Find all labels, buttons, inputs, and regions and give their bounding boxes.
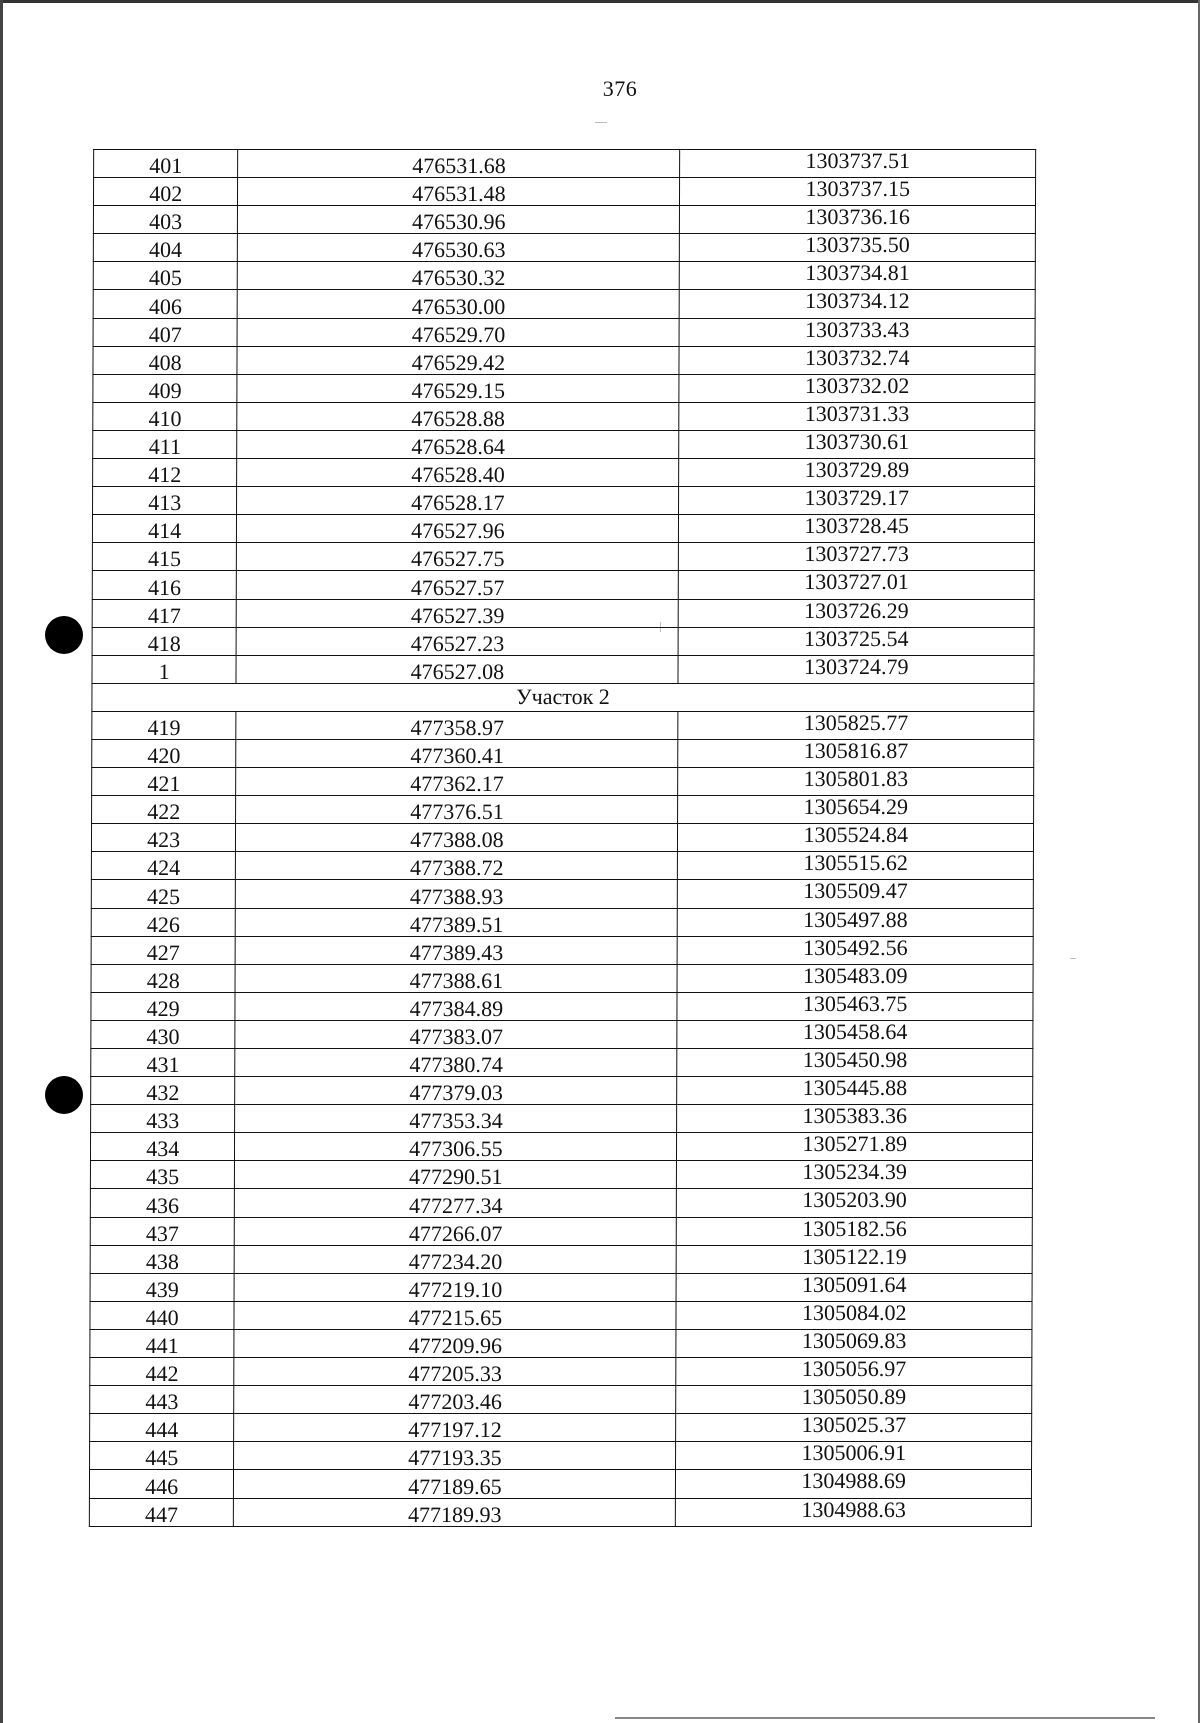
table-row <box>91 1105 1033 1133</box>
point-number-cell: 409 <box>93 374 237 402</box>
point-number-cell: 415 <box>92 543 236 571</box>
y-coordinate-cell: 1305050.89 <box>676 1386 1032 1414</box>
table-row <box>92 515 1034 543</box>
point-number-cell: 430 <box>91 1020 235 1048</box>
table-row <box>93 346 1035 374</box>
y-coordinate-cell: 1305122.19 <box>677 1245 1033 1273</box>
x-coordinate-cell: 477384.89 <box>235 992 677 1020</box>
table-row <box>91 1049 1033 1077</box>
table-row <box>90 1217 1032 1245</box>
y-coordinate-cell: 1305816.87 <box>678 739 1034 767</box>
point-number-cell: 411 <box>93 430 237 458</box>
y-coordinate-cell: 1305069.83 <box>676 1329 1032 1357</box>
point-number-cell: 435 <box>90 1161 234 1189</box>
y-coordinate-cell: 1305458.64 <box>677 1020 1033 1048</box>
scan-speck <box>1070 958 1076 959</box>
x-coordinate-cell: 476527.57 <box>237 571 679 599</box>
point-number-cell: 1 <box>92 655 236 683</box>
table-row <box>90 1301 1032 1329</box>
y-coordinate-cell: 1303727.73 <box>679 543 1035 571</box>
scan-border-bottom <box>615 1717 1155 1719</box>
point-number-cell: 403 <box>93 206 237 234</box>
table-row <box>90 1386 1032 1414</box>
table-row <box>90 1245 1032 1273</box>
table-row <box>91 1020 1033 1048</box>
table-row <box>92 627 1034 655</box>
x-coordinate-cell: 476527.96 <box>237 515 679 543</box>
table-row <box>92 599 1034 627</box>
scan-border-left <box>0 0 3 1723</box>
point-number-cell: 404 <box>93 234 237 262</box>
point-number-cell: 414 <box>92 515 236 543</box>
point-number-cell: 418 <box>92 627 236 655</box>
y-coordinate-cell: 1305801.83 <box>678 768 1034 796</box>
point-number-cell: 443 <box>90 1386 234 1414</box>
table-row <box>93 487 1035 515</box>
y-coordinate-cell: 1305654.29 <box>678 796 1034 824</box>
section-header-row <box>92 683 1034 711</box>
x-coordinate-cell: 476531.48 <box>238 178 680 206</box>
x-coordinate-cell: 477388.93 <box>236 880 678 908</box>
x-coordinate-cell: 476528.17 <box>237 487 679 515</box>
x-coordinate-cell: 477383.07 <box>235 1020 677 1048</box>
y-coordinate-cell: 1305515.62 <box>678 852 1034 880</box>
point-number-cell: 445 <box>90 1442 234 1470</box>
point-number-cell: 420 <box>92 739 236 767</box>
table-row <box>93 178 1035 206</box>
table-section-2 <box>89 711 1034 1526</box>
x-coordinate-cell: 477209.96 <box>234 1329 676 1357</box>
x-coordinate-cell: 477353.34 <box>235 1105 677 1133</box>
x-coordinate-cell: 477219.10 <box>234 1273 676 1301</box>
table-row <box>92 543 1034 571</box>
x-coordinate-cell: 476531.68 <box>238 150 680 178</box>
x-coordinate-cell: 476530.63 <box>238 234 680 262</box>
table-row <box>90 1273 1032 1301</box>
table-row <box>92 655 1034 683</box>
x-coordinate-cell: 477360.41 <box>236 739 678 767</box>
y-coordinate-cell: 1305450.98 <box>677 1049 1033 1077</box>
table-row <box>89 1470 1031 1498</box>
point-number-cell: 408 <box>93 346 237 374</box>
point-number-cell: 427 <box>91 936 235 964</box>
y-coordinate-cell: 1303728.45 <box>679 515 1035 543</box>
y-coordinate-cell: 1305463.75 <box>677 992 1033 1020</box>
table-row <box>91 824 1033 852</box>
x-coordinate-cell: 476527.75 <box>237 543 679 571</box>
x-coordinate-cell: 476529.15 <box>237 374 679 402</box>
point-number-cell: 428 <box>91 964 235 992</box>
point-number-cell: 413 <box>93 487 237 515</box>
coordinates-table <box>89 149 1036 1527</box>
table-row <box>93 459 1035 487</box>
y-coordinate-cell: 1305006.91 <box>676 1442 1032 1470</box>
table-row <box>90 1358 1032 1386</box>
y-coordinate-cell: 1305509.47 <box>678 880 1034 908</box>
x-coordinate-cell: 477266.07 <box>235 1217 677 1245</box>
point-number-cell: 405 <box>93 262 237 290</box>
table-row <box>91 992 1033 1020</box>
point-number-cell: 446 <box>89 1470 233 1498</box>
x-coordinate-cell: 477388.72 <box>236 852 678 880</box>
y-coordinate-cell: 1305524.84 <box>678 824 1034 852</box>
x-coordinate-cell: 476528.40 <box>237 459 679 487</box>
y-coordinate-cell: 1305182.56 <box>677 1217 1033 1245</box>
y-coordinate-cell: 1303726.29 <box>679 599 1035 627</box>
table-row <box>92 571 1034 599</box>
point-number-cell: 426 <box>91 908 235 936</box>
table-row <box>92 768 1034 796</box>
point-number-cell: 417 <box>92 599 236 627</box>
section-title: Участок 2 <box>92 683 1034 711</box>
x-coordinate-cell: 476528.88 <box>237 402 679 430</box>
y-coordinate-cell: 1305091.64 <box>676 1273 1032 1301</box>
table-row <box>94 150 1036 178</box>
x-coordinate-cell: 477388.61 <box>235 964 677 992</box>
x-coordinate-cell: 477290.51 <box>235 1161 677 1189</box>
table-row <box>90 1442 1032 1470</box>
y-coordinate-cell: 1303729.89 <box>679 459 1035 487</box>
table-row <box>91 908 1033 936</box>
point-number-cell: 416 <box>92 571 236 599</box>
punch-hole-mark <box>45 1076 83 1114</box>
table-row <box>93 402 1035 430</box>
x-coordinate-cell: 477306.55 <box>235 1133 677 1161</box>
scan-speck <box>595 122 607 123</box>
table-row <box>90 1189 1032 1217</box>
table-row <box>92 711 1034 739</box>
table-row <box>90 1414 1032 1442</box>
x-coordinate-cell: 476527.08 <box>236 655 678 683</box>
table-row <box>91 1077 1033 1105</box>
y-coordinate-cell: 1303730.61 <box>679 430 1035 458</box>
table-row <box>93 290 1035 318</box>
point-number-cell: 424 <box>91 852 235 880</box>
punch-hole-mark <box>45 616 83 654</box>
y-coordinate-cell: 1303733.43 <box>679 318 1035 346</box>
scan-border-top <box>0 0 1200 3</box>
table-row <box>92 796 1034 824</box>
point-number-cell: 431 <box>91 1049 235 1077</box>
table-row <box>93 318 1035 346</box>
y-coordinate-cell: 1305825.77 <box>678 711 1034 739</box>
point-number-cell: 433 <box>91 1105 235 1133</box>
point-number-cell: 412 <box>93 459 237 487</box>
point-number-cell: 421 <box>92 768 236 796</box>
y-coordinate-cell: 1305056.97 <box>676 1358 1032 1386</box>
y-coordinate-cell: 1303734.12 <box>680 290 1036 318</box>
x-coordinate-cell: 476529.42 <box>237 346 679 374</box>
point-number-cell: 425 <box>91 880 235 908</box>
x-coordinate-cell: 477234.20 <box>235 1245 677 1273</box>
table-row <box>93 234 1035 262</box>
y-coordinate-cell: 1305497.88 <box>678 908 1034 936</box>
x-coordinate-cell: 477379.03 <box>235 1077 677 1105</box>
point-number-cell: 447 <box>89 1498 233 1526</box>
x-coordinate-cell: 476527.39 <box>237 599 679 627</box>
x-coordinate-cell: 476527.23 <box>236 627 678 655</box>
point-number-cell: 423 <box>91 824 235 852</box>
y-coordinate-cell: 1303736.16 <box>680 206 1036 234</box>
point-number-cell: 432 <box>91 1077 235 1105</box>
x-coordinate-cell: 477380.74 <box>235 1049 677 1077</box>
y-coordinate-cell: 1305203.90 <box>677 1189 1033 1217</box>
table-section-header <box>92 683 1034 711</box>
y-coordinate-cell: 1305271.89 <box>677 1133 1033 1161</box>
x-coordinate-cell: 477376.51 <box>236 796 678 824</box>
point-number-cell: 419 <box>92 711 236 739</box>
point-number-cell: 407 <box>93 318 237 346</box>
y-coordinate-cell: 1305383.36 <box>677 1105 1033 1133</box>
point-number-cell: 439 <box>90 1273 234 1301</box>
point-number-cell: 440 <box>90 1301 234 1329</box>
y-coordinate-cell: 1303727.01 <box>679 571 1035 599</box>
y-coordinate-cell: 1303737.15 <box>680 178 1036 206</box>
x-coordinate-cell: 477388.08 <box>236 824 678 852</box>
y-coordinate-cell: 1305025.37 <box>676 1414 1032 1442</box>
table-row <box>93 430 1035 458</box>
x-coordinate-cell: 476530.32 <box>238 262 680 290</box>
x-coordinate-cell: 477362.17 <box>236 768 678 796</box>
y-coordinate-cell: 1303729.17 <box>679 487 1035 515</box>
table-row <box>93 206 1035 234</box>
x-coordinate-cell: 477189.93 <box>234 1498 676 1526</box>
y-coordinate-cell: 1303731.33 <box>679 402 1035 430</box>
point-number-cell: 441 <box>90 1329 234 1357</box>
point-number-cell: 444 <box>90 1414 234 1442</box>
x-coordinate-cell: 477358.97 <box>236 711 678 739</box>
table-row <box>93 374 1035 402</box>
table-row <box>92 739 1034 767</box>
table-row <box>89 1498 1031 1526</box>
x-coordinate-cell: 476528.64 <box>237 430 679 458</box>
x-coordinate-cell: 477203.46 <box>234 1386 676 1414</box>
x-coordinate-cell: 477389.43 <box>235 936 677 964</box>
x-coordinate-cell: 477215.65 <box>234 1301 676 1329</box>
y-coordinate-cell: 1305445.88 <box>677 1077 1033 1105</box>
y-coordinate-cell: 1303725.54 <box>678 627 1034 655</box>
y-coordinate-cell: 1305483.09 <box>677 964 1033 992</box>
y-coordinate-cell: 1304988.69 <box>676 1470 1032 1498</box>
y-coordinate-cell: 1303732.74 <box>679 346 1035 374</box>
x-coordinate-cell: 476530.00 <box>238 290 680 318</box>
y-coordinate-cell: 1305084.02 <box>676 1301 1032 1329</box>
point-number-cell: 410 <box>93 402 237 430</box>
point-number-cell: 406 <box>93 290 237 318</box>
point-number-cell: 442 <box>90 1358 234 1386</box>
x-coordinate-cell: 476529.70 <box>237 318 679 346</box>
table-row <box>91 964 1033 992</box>
x-coordinate-cell: 477193.35 <box>234 1442 676 1470</box>
y-coordinate-cell: 1303732.02 <box>679 374 1035 402</box>
x-coordinate-cell: 477197.12 <box>234 1414 676 1442</box>
x-coordinate-cell: 477189.65 <box>234 1470 676 1498</box>
table-row <box>91 936 1033 964</box>
point-number-cell: 437 <box>90 1217 234 1245</box>
table-row <box>90 1329 1032 1357</box>
point-number-cell: 434 <box>90 1133 234 1161</box>
y-coordinate-cell: 1303735.50 <box>680 234 1036 262</box>
table-row <box>91 880 1033 908</box>
page-number: 376 <box>602 76 638 101</box>
y-coordinate-cell: 1305234.39 <box>677 1161 1033 1189</box>
x-coordinate-cell: 477277.34 <box>235 1189 677 1217</box>
point-number-cell: 436 <box>90 1189 234 1217</box>
table-row <box>90 1161 1032 1189</box>
point-number-cell: 402 <box>93 178 237 206</box>
table-section-1 <box>92 150 1036 684</box>
y-coordinate-cell: 1303734.81 <box>680 262 1036 290</box>
table-row <box>90 1133 1032 1161</box>
y-coordinate-cell: 1304988.63 <box>676 1498 1032 1526</box>
point-number-cell: 422 <box>92 796 236 824</box>
x-coordinate-cell: 477205.33 <box>234 1358 676 1386</box>
point-number-cell: 438 <box>90 1245 234 1273</box>
y-coordinate-cell: 1303724.79 <box>678 655 1034 683</box>
x-coordinate-cell: 476530.96 <box>238 206 680 234</box>
y-coordinate-cell: 1303737.51 <box>680 150 1036 178</box>
table-row <box>93 262 1035 290</box>
y-coordinate-cell: 1305492.56 <box>678 936 1034 964</box>
point-number-cell: 401 <box>94 150 238 178</box>
table-row <box>91 852 1033 880</box>
x-coordinate-cell: 477389.51 <box>236 908 678 936</box>
point-number-cell: 429 <box>91 992 235 1020</box>
